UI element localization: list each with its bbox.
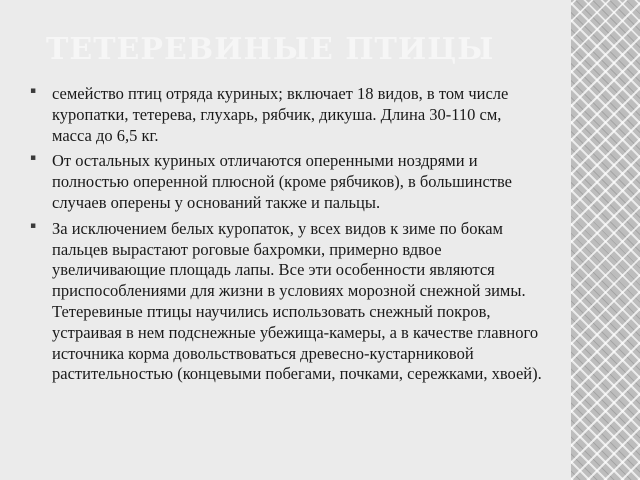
bullet-text-3: За исключением белых куропаток, у всех видов к зиме по бокам пальцев вырастают роговые бахромки, примерно вдвое увеличивающие площадь лапы. Все эти особенности являются приспособлениями для жизни в условиях морозной снежной зимы. Тетеревиные птицы научились использовать снежный покров, устраивая в нем подснежные убежища-камеры, а в качестве главного источника корма довольствоваться древесно-кустарниковой растительностью (концевыми побегами, почками, сережками, хвоей). bbox=[52, 218, 542, 384]
slide-title: ТЕТЕРЕВИНЫЕ ПТИЦЫ bbox=[46, 32, 495, 67]
bullet-item-1 bbox=[30, 84, 545, 146]
bullet-text-2: От остальных куриных отличаются оперенными ноздрями и полностью оперенной плюсной (кроме рябчиков), в большинстве случаев оперены у оснований также и пальцы. bbox=[52, 151, 512, 212]
bullet-marker-icon: ▪ bbox=[30, 220, 37, 231]
bullet-marker-icon: ▪ bbox=[30, 153, 37, 164]
bullet-item-3 bbox=[30, 219, 545, 385]
bullet-item-2 bbox=[30, 151, 545, 213]
bullet-list bbox=[30, 84, 545, 390]
bullet-text-1: семейство птиц отряда куриных; включает 18 видов, в том числе куропатки, тетерева, глухарь, рябчик, дикуша. Длина 30-110 см, масса до 6,5 кг. bbox=[52, 84, 509, 145]
bullet-marker-icon: ▪ bbox=[30, 86, 37, 96]
decorative-pattern-strip bbox=[571, 0, 640, 480]
